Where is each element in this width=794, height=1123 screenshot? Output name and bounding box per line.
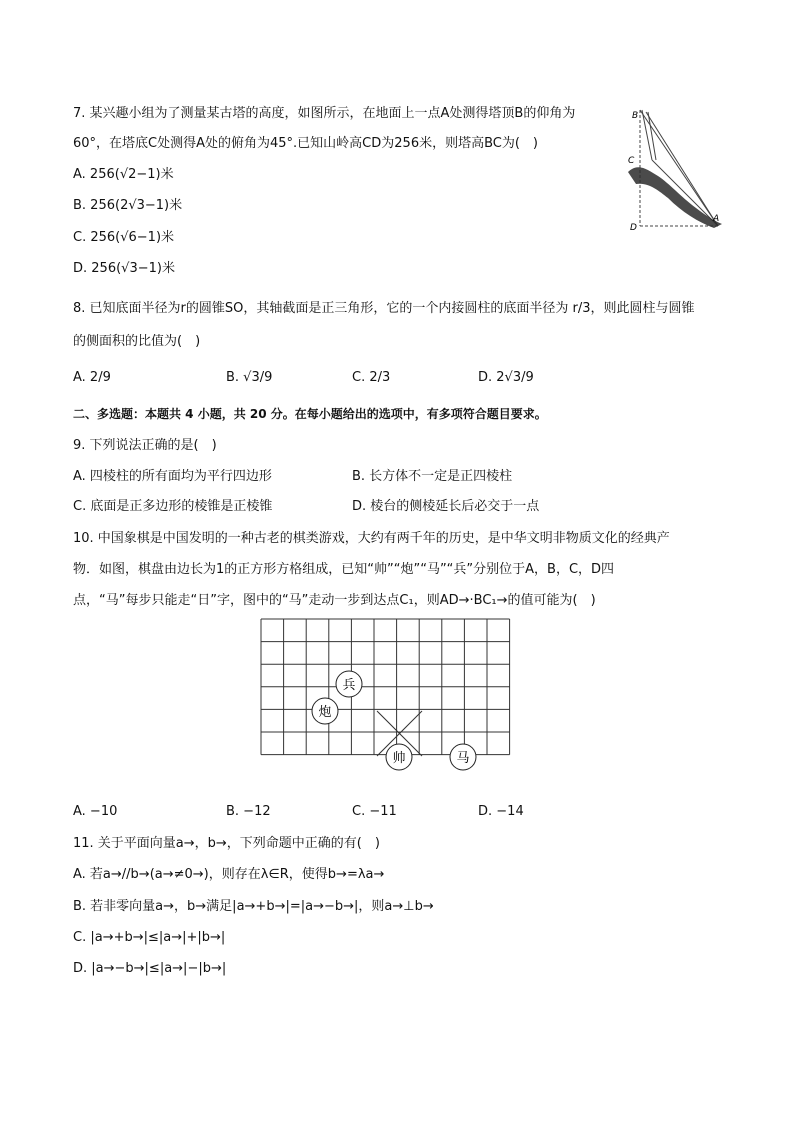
- q7-option-c: C. 256(√6−1)米: [73, 230, 175, 245]
- piece-shuai: [386, 744, 412, 770]
- q11-line1: 11. 关于平面向量a→，b→，下列命题中正确的有( ): [73, 836, 380, 851]
- q10-option-a: A. −10: [73, 804, 118, 819]
- q7-label-d: D: [630, 223, 637, 233]
- q9-option-d: D. 棱台的侧棱延长后必交于一点: [352, 499, 540, 514]
- q9-line1: 9. 下列说法正确的是( ): [73, 438, 217, 453]
- q8-line2: 的侧面积的比值为( ): [73, 334, 201, 349]
- q8-option-b: B. √3/9: [226, 370, 273, 385]
- q7-label-b: B: [632, 111, 639, 121]
- q7-option-a: A. 256(√2−1)米: [73, 167, 174, 182]
- q11-option-a: A. 若a→//b→(a→≠0→)，则存在λ∈R，使得b→=λa→: [73, 867, 385, 882]
- q10-line1: 10. 中国象棋是中国发明的一种古老的棋类游戏，大约有两千年的历史，是中华文明非物质文化的经典产: [73, 531, 670, 546]
- q8-option-c: C. 2/3: [352, 370, 391, 385]
- q11-option-c: C. |a→+b→|≤|a→|+|b→|: [73, 930, 226, 945]
- q8-line1: 8. 已知底面半径为r的圆锥SO，其轴截面是正三角形，它的一个内接圆柱的底面半径为 r/3，则此圆柱与圆锥: [73, 301, 695, 316]
- q7-tower-figure: [618, 100, 730, 235]
- section2-heading: 二、多选题：本题共 4 小题，共 20 分。在每小题给出的选项中，有多项符合题目要求。: [73, 407, 547, 421]
- svg-text:炮: 炮: [318, 705, 332, 720]
- q9-option-b: B. 长方体不一定是正四棱柱: [352, 469, 513, 484]
- q9-option-a: A. 四棱柱的所有面均为平行四边形: [73, 469, 272, 484]
- q10-option-c: C. −11: [352, 804, 397, 819]
- q11-option-d: D. |a→−b→|≤|a→|−|b→|: [73, 961, 227, 976]
- q7-label-a: A: [713, 214, 720, 224]
- q9-option-c: C. 底面是正多边形的棱锥是正棱锥: [73, 499, 273, 514]
- piece-bing: [336, 671, 362, 697]
- svg-text:帅: 帅: [392, 751, 406, 766]
- q8-option-a: A. 2/9: [73, 370, 111, 385]
- q8-option-d: D. 2√3/9: [478, 370, 534, 385]
- q11-option-b: B. 若非零向量a→，b→满足|a→+b→|=|a→−b→|，则a→⊥b→: [73, 899, 434, 914]
- q10-line3: 点，“马”每步只能走“日”字，图中的“马”走动一步到达点C₁，则AD→·BC₁→的值可能为( ): [73, 593, 596, 608]
- q7-line1: 7. 某兴趣小组为了测量某古塔的高度，如图所示，在地面上一点A处测得塔顶B的仰角为: [73, 106, 576, 121]
- piece-ma: [450, 744, 476, 770]
- q10-line2: 物．如图，棋盘由边长为1的正方形方格组成，已知“帅”“炮”“马”“兵”分别位于A，B，C，D四: [73, 562, 615, 577]
- q7-line2: 60°，在塔底C处测得A处的俯角为45°.已知山岭高CD为256米，则塔高BC为( ): [73, 136, 538, 151]
- q7-option-d: D. 256(√3−1)米: [73, 261, 175, 276]
- q10-chessboard-figure: [258, 615, 538, 775]
- q7-label-c: C: [628, 156, 635, 166]
- q7-option-b: B. 256(2√3−1)米: [73, 198, 183, 213]
- svg-text:兵: 兵: [342, 678, 356, 693]
- piece-pao: [312, 698, 338, 724]
- q10-option-b: B. −12: [226, 804, 271, 819]
- svg-text:马: 马: [456, 751, 470, 766]
- q10-option-d: D. −14: [478, 804, 524, 819]
